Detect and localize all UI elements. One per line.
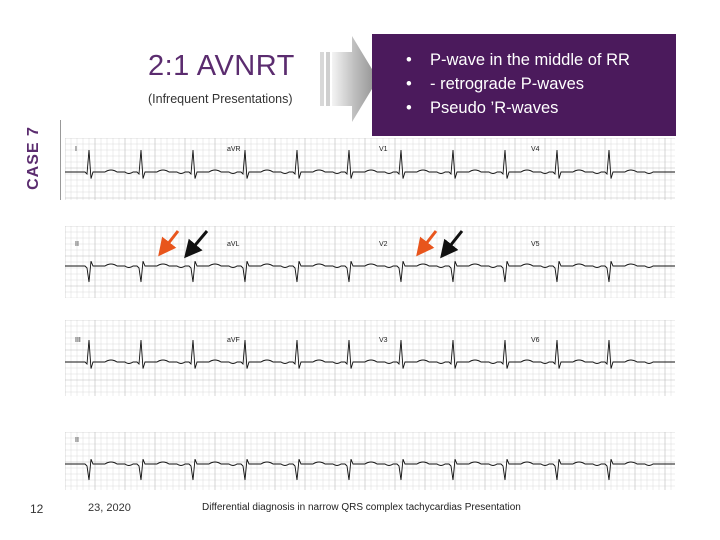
finding-text: Pseudo ’R-waves — [430, 99, 559, 117]
lead-label: II — [75, 241, 79, 248]
lead-label: V6 — [531, 337, 540, 344]
finding-text: P-wave in the middle of RR — [430, 51, 630, 69]
retrograde-arrow-icon — [186, 231, 207, 256]
lead-label: V4 — [531, 146, 540, 153]
retrograde-arrow-icon — [442, 231, 462, 256]
lead-label: V1 — [379, 146, 388, 153]
lead-label: I — [75, 146, 77, 153]
bullet-icon: • — [406, 51, 412, 69]
lead-label: II — [75, 437, 79, 444]
lead-label: III — [75, 337, 81, 344]
bullet-icon: • — [406, 75, 412, 93]
lead-label: V3 — [379, 337, 388, 344]
lead-label: V5 — [531, 241, 540, 248]
p-wave-arrow-icon — [418, 231, 436, 254]
footer-date: 23, 2020 — [88, 502, 131, 514]
lead-label: aVF — [227, 337, 240, 344]
slide-subtitle: (Infrequent Presentations) — [148, 92, 293, 106]
page-number: 12 — [30, 502, 44, 516]
footer-text: Differential diagnosis in narrow QRS complex tachycardias Presentation — [202, 502, 521, 513]
bullet-icon: • — [406, 99, 412, 117]
slide-title: 2:1 AVNRT — [148, 50, 295, 82]
p-wave-arrow-icon — [160, 231, 178, 254]
finding-text: - retrograde P-waves — [430, 75, 585, 93]
lead-label: aVR — [227, 146, 241, 153]
lead-label: aVL — [227, 241, 240, 248]
lead-label: V2 — [379, 241, 388, 248]
case-label: CASE 7 — [25, 126, 42, 190]
